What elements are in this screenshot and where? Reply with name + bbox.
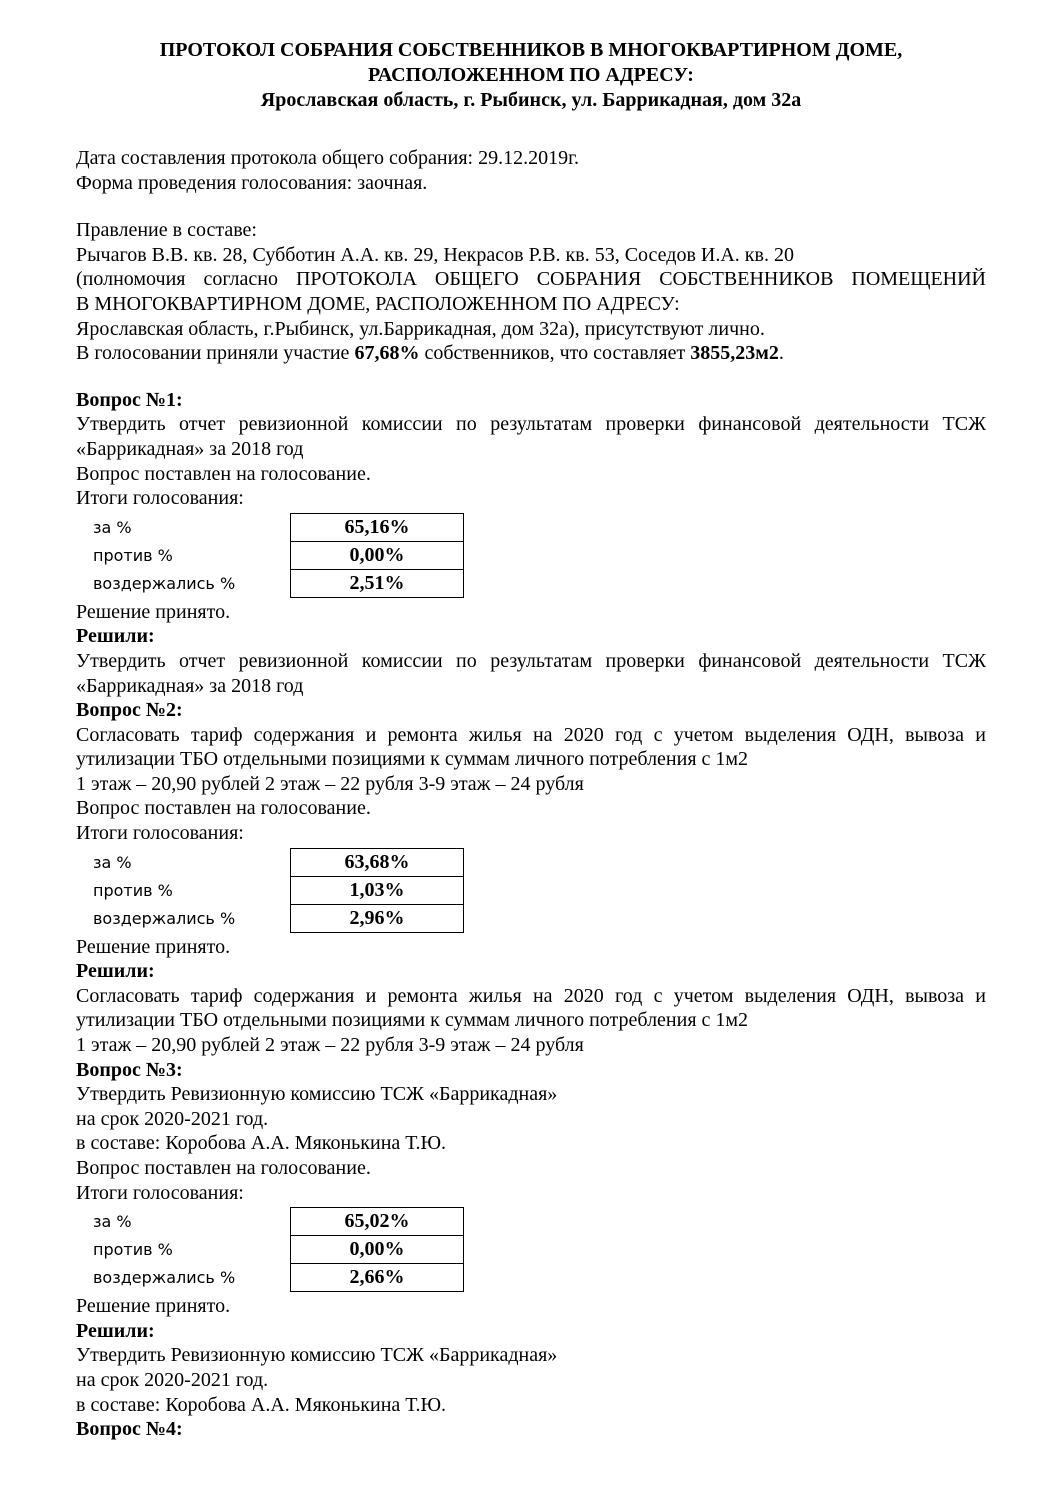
- document-title: [76, 38, 986, 113]
- results-heading: Итоги голосования:: [76, 487, 244, 510]
- results-row-against: [76, 1236, 464, 1264]
- results-heading: Итоги голосования:: [76, 1181, 244, 1204]
- participation-text: собственников, что составляет: [419, 342, 691, 365]
- result-value: 2,51%: [291, 569, 464, 597]
- result-value: 63,68%: [291, 848, 464, 876]
- decision-accepted-text: Решение принято.: [76, 935, 231, 958]
- question-heading: Вопрос №3:: [76, 1058, 183, 1081]
- decision-accepted-text: Решение принято.: [76, 1295, 231, 1318]
- decision-text-line: Утвердить Ревизионную комиссию ТСЖ «Баррикадная»: [76, 1344, 558, 1367]
- result-label: против %: [93, 880, 173, 900]
- result-label: воздержались %: [93, 573, 236, 593]
- result-value: 2,96%: [291, 904, 464, 932]
- decided-heading: Решили:: [76, 625, 155, 648]
- question-heading: Вопрос №1:: [76, 388, 183, 411]
- decision-text-line: на срок 2020-2021 год.: [76, 1368, 269, 1391]
- decision-text-line: 1 этаж – 20,90 рублей 2 этаж – 22 рубля 3-9 этаж – 24 рубля: [76, 1034, 584, 1057]
- results-heading: Итоги голосования:: [76, 822, 244, 845]
- question-text-line: 1 этаж – 20,90 рублей 2 этаж – 22 рубля 3-9 этаж – 24 рубля: [76, 772, 584, 795]
- document-page: [76, 38, 986, 1442]
- result-value: 65,16%: [291, 513, 464, 541]
- results-row-against: [76, 541, 464, 569]
- results-table: [76, 1207, 464, 1292]
- question-1: [76, 388, 986, 698]
- question-text-line: Утвердить отчет ревизионной комиссии по результатам проверки финансовой деятельности ТСЖ: [76, 413, 986, 436]
- decision-text-line: «Баррикадная» за 2018 год: [76, 674, 304, 697]
- result-label: против %: [93, 545, 173, 565]
- question-4-heading: Вопрос №4:: [76, 1418, 183, 1441]
- results-table: [76, 848, 464, 933]
- title-line-2: РАСПОЛОЖЕННОМ ПО АДРЕСУ:: [368, 64, 694, 86]
- results-row-against: [76, 876, 464, 904]
- results-row-for: [76, 513, 464, 541]
- board-line: (полномочия согласно ПРОТОКОЛА ОБЩЕГО СОБРАНИЯ СОБСТВЕННИКОВ ПОМЕЩЕНИЙ: [76, 268, 986, 291]
- result-label: за %: [93, 852, 132, 872]
- decision-text-line: Согласовать тариф содержания и ремонта жилья на 2020 год с учетом выделения ОДН, вывоза и: [76, 984, 986, 1007]
- participation-text: .: [778, 342, 784, 365]
- question-text-line: на срок 2020-2021 год.: [76, 1107, 269, 1130]
- put-to-vote-text: Вопрос поставлен на голосование.: [76, 1157, 371, 1179]
- result-label: за %: [93, 517, 132, 537]
- decided-heading: Решили:: [76, 1319, 155, 1342]
- title-line-3: Ярославская область, г. Рыбинск, ул. Баррикадная, дом 32а: [260, 89, 802, 111]
- participation-percent: 67,68%: [354, 342, 420, 365]
- result-label: за %: [93, 1212, 132, 1232]
- question-text-line: утилизации ТБО отдельными позициями к суммам личного потребления с 1м2: [76, 748, 749, 771]
- results-row-for: [76, 1208, 464, 1236]
- voting-form: Форма проведения голосования: заочная.: [76, 171, 428, 194]
- result-label: воздержались %: [93, 908, 236, 928]
- result-value: 2,66%: [291, 1264, 464, 1292]
- participation-text: В голосовании приняли участие: [76, 342, 355, 365]
- question-text-line: в составе: Коробова А.А. Мяконькина Т.Ю.: [76, 1132, 447, 1155]
- decision-text-line: Утвердить отчет ревизионной комиссии по результатам проверки финансовой деятельности ТСЖ: [76, 649, 986, 672]
- title-line-1: ПРОТОКОЛ СОБРАНИЯ СОБСТВЕННИКОВ В МНОГОКВАРТИРНОМ ДОМЕ,: [159, 39, 903, 61]
- result-label: против %: [93, 1240, 173, 1260]
- protocol-date: Дата составления протокола общего собрания: 29.12.2019г.: [76, 147, 580, 169]
- question-text-line: Согласовать тариф содержания и ремонта жилья на 2020 год с учетом выделения ОДН, вывоза и: [76, 723, 986, 746]
- question-text-line: Утвердить Ревизионную комиссию ТСЖ «Баррикадная»: [76, 1083, 558, 1106]
- results-row-for: [76, 848, 464, 876]
- result-value: 1,03%: [291, 876, 464, 904]
- questions-list: [76, 388, 986, 1417]
- decided-heading: Решили:: [76, 960, 155, 983]
- put-to-vote-text: Вопрос поставлен на голосование.: [76, 797, 371, 820]
- board-line: Ярославская область, г.Рыбинск, ул.Баррикадная, дом 32а), присутствуют лично.: [76, 317, 765, 340]
- results-row-abstained: [76, 1264, 464, 1292]
- question-text-line: «Баррикадная» за 2018 год: [76, 437, 304, 460]
- results-table: [76, 513, 464, 598]
- result-value: 0,00%: [291, 541, 464, 569]
- question-2: [76, 698, 986, 1058]
- board-line: Рычагов В.В. кв. 28, Субботин А.А. кв. 29, Некрасов Р.В. кв. 53, Соседов И.А. кв. 20: [76, 243, 794, 266]
- results-row-abstained: [76, 569, 464, 597]
- decision-accepted-text: Решение принято.: [76, 600, 231, 623]
- question-heading: Вопрос №2:: [76, 699, 183, 722]
- board-line: В МНОГОКВАРТИРНОМ ДОМЕ, РАСПОЛОЖЕННОМ ПО АДРЕСУ:: [76, 292, 680, 315]
- put-to-vote-text: Вопрос поставлен на голосование.: [76, 462, 371, 485]
- decision-text-line: в составе: Коробова А.А. Мяконькина Т.Ю.: [76, 1393, 447, 1416]
- board-heading: Правление в составе:: [76, 219, 257, 242]
- results-row-abstained: [76, 904, 464, 932]
- result-label: воздержались %: [93, 1268, 236, 1288]
- participation-area: 3855,23м2: [690, 342, 779, 365]
- result-value: 65,02%: [291, 1208, 464, 1236]
- participation-line: [76, 341, 986, 366]
- decision-text-line: утилизации ТБО отдельными позициями к суммам личного потребления с 1м2: [76, 1009, 749, 1032]
- result-value: 0,00%: [291, 1236, 464, 1264]
- question-3: [76, 1058, 986, 1418]
